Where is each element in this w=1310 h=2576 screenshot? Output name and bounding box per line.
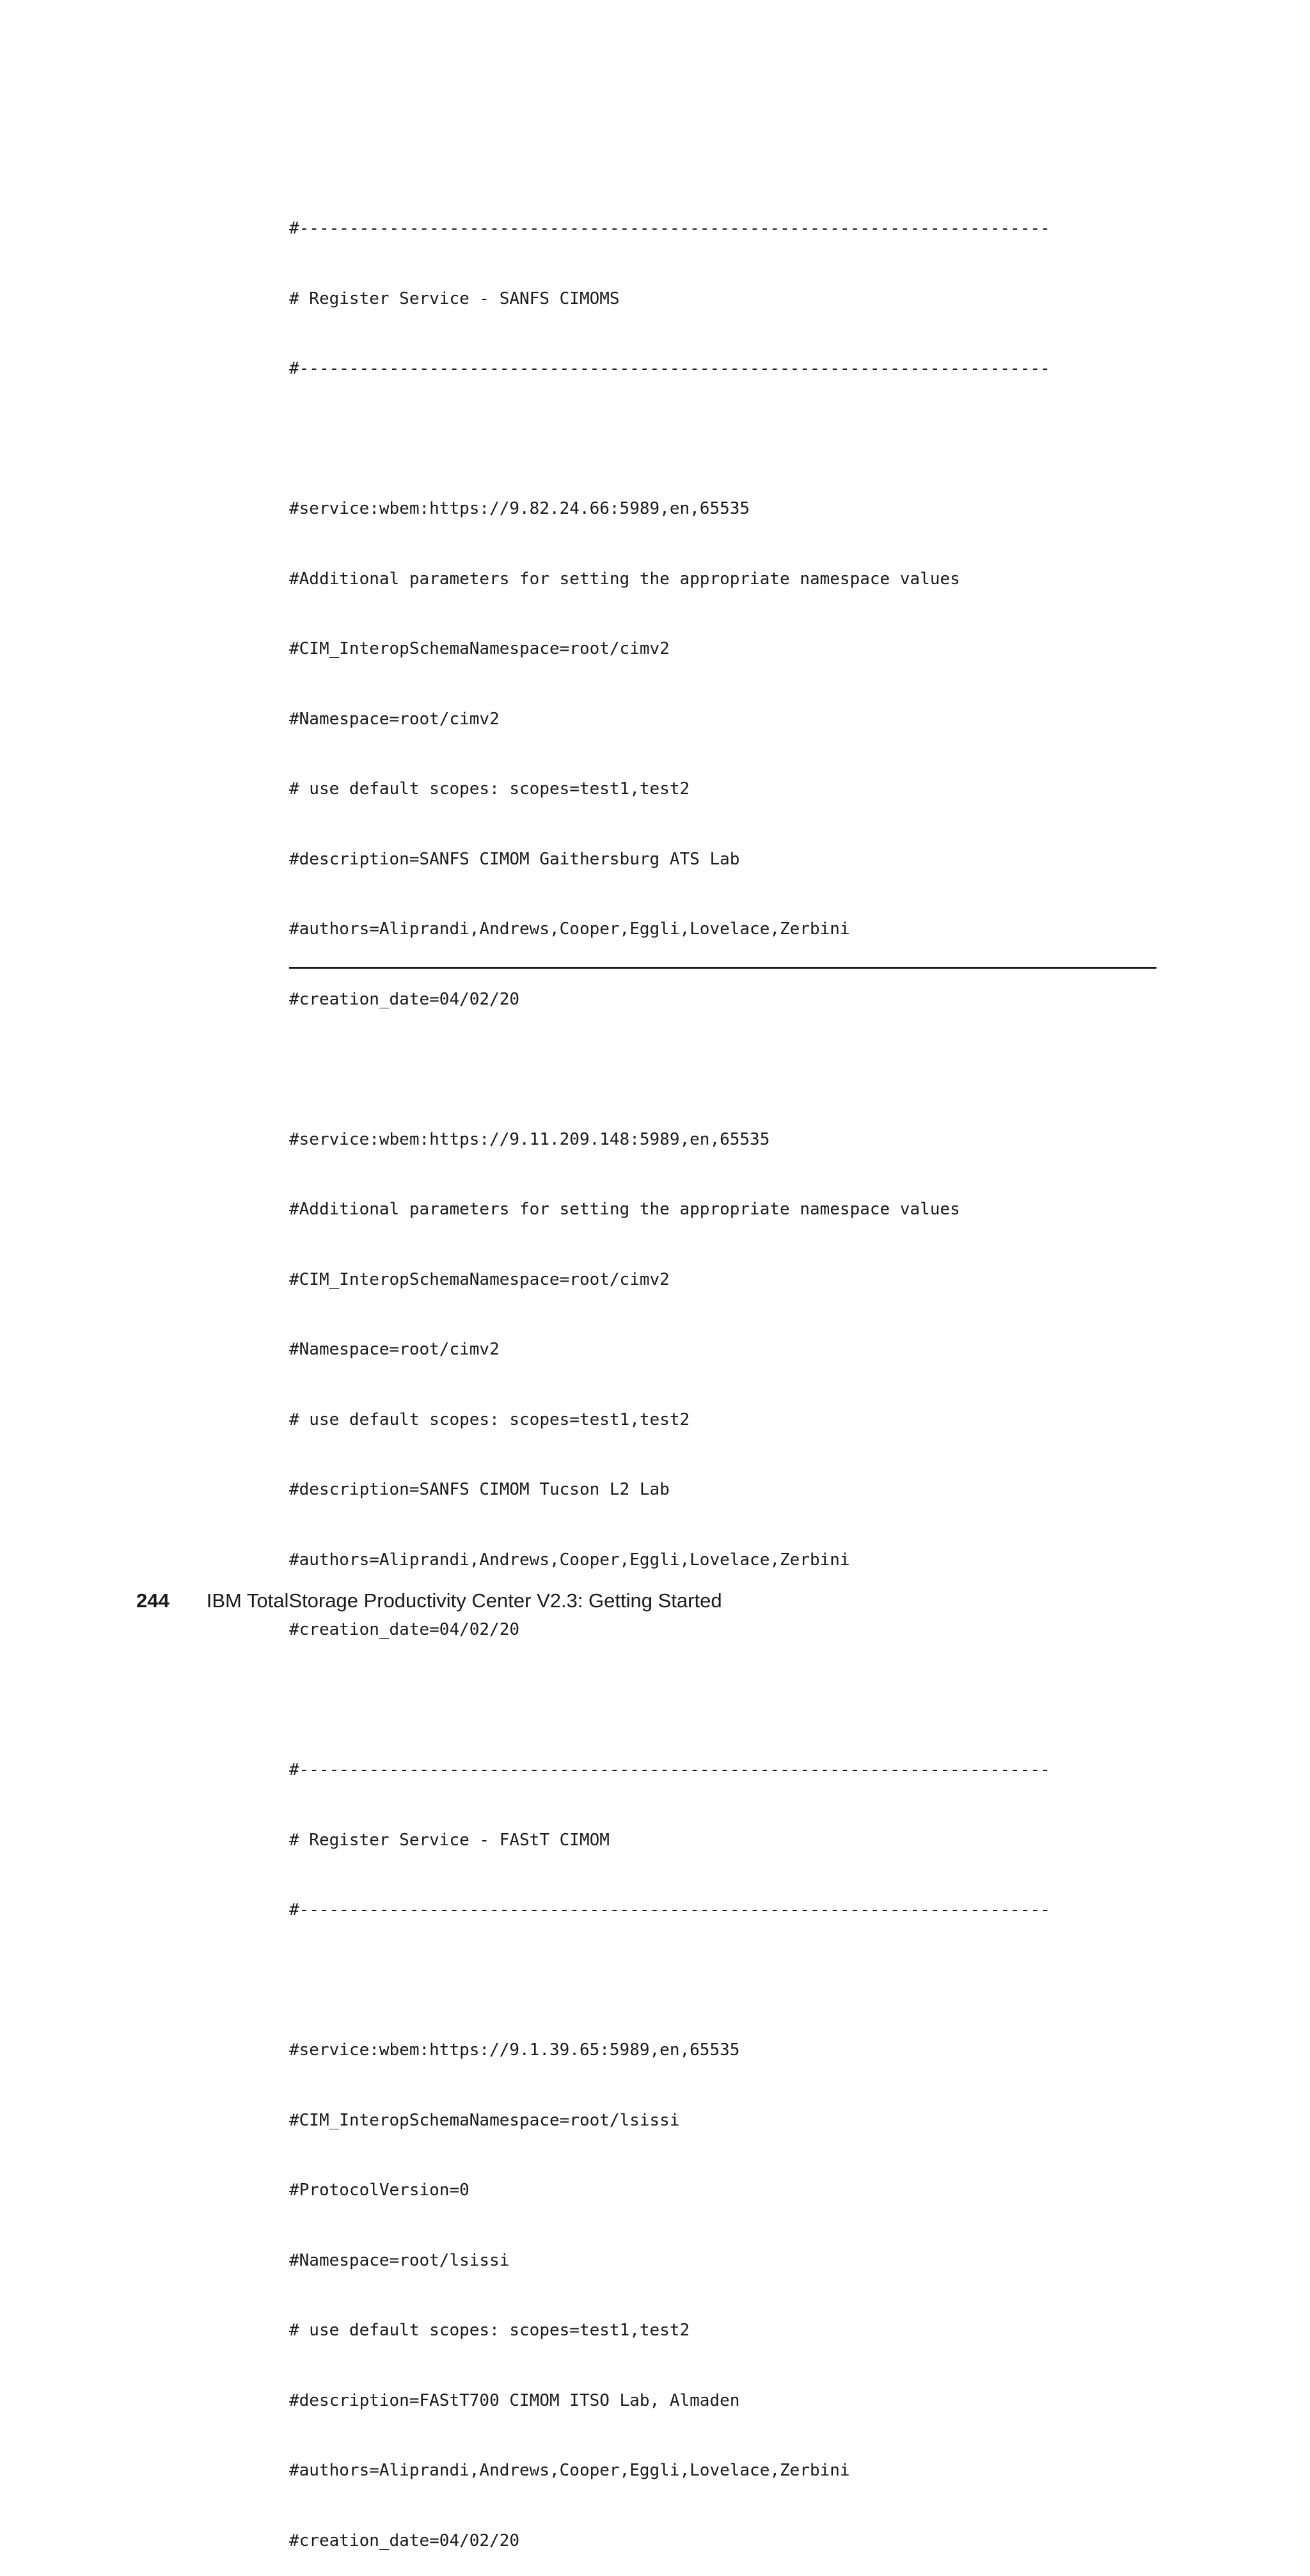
code-line: #CIM_InteropSchemaNamespace=root/cimv2 (289, 639, 670, 658)
code-line: #authors=Aliprandi,Andrews,Cooper,Eggli,Lovelace,Zerbini (289, 2461, 850, 2480)
code-listing (289, 170, 1156, 2576)
code-line (289, 1058, 1156, 1081)
code-line: # Register Service - SANFS CIMOMS (289, 289, 620, 308)
code-line: # use default scopes: scopes=test1,test2 (289, 1410, 690, 1429)
code-line: #ProtocolVersion=0 (289, 2181, 470, 2200)
code-line: #description=FAStT700 CIMOM ITSO Lab, Almaden (289, 2390, 740, 2410)
code-line (289, 1969, 1156, 1992)
code-line: #creation_date=04/02/20 (289, 1620, 520, 1639)
code-line: #Namespace=root/cimv2 (289, 709, 500, 729)
code-line: #service:wbem:https://9.1.39.65:5989,en,65535 (289, 2040, 740, 2060)
code-line: #creation_date=04/02/20 (289, 989, 520, 1009)
code-line: #CIM_InteropSchemaNamespace=root/lsissi (289, 2110, 680, 2130)
page-number: 244 (136, 1589, 170, 1612)
code-line: #authors=Aliprandi,Andrews,Cooper,Eggli,Lovelace,Zerbini (289, 1550, 850, 1570)
code-line: #--------------------------------------------------------------------------- (289, 359, 1050, 378)
code-line: #description=SANFS CIMOM Gaithersburg ATS Lab (289, 849, 740, 869)
book-title: IBM TotalStorage Productivity Center V2.3: Getting Started (206, 1589, 722, 1612)
code-line: #CIM_InteropSchemaNamespace=root/cimv2 (289, 1269, 670, 1289)
page-footer (136, 1589, 722, 1612)
code-line: #--------------------------------------------------------------------------- (289, 1900, 1050, 1920)
code-line: # use default scopes: scopes=test1,test2 (289, 779, 690, 799)
code-line: #Additional parameters for setting the appropriate namespace values (289, 569, 960, 589)
code-line: #--------------------------------------------------------------------------- (289, 1760, 1050, 1779)
code-line: #authors=Aliprandi,Andrews,Cooper,Eggli,Lovelace,Zerbini (289, 919, 850, 939)
code-line: #service:wbem:https://9.82.24.66:5989,en,65535 (289, 499, 750, 518)
code-line: #creation_date=04/02/20 (289, 2531, 520, 2550)
code-line: # Register Service - FAStT CIMOM (289, 1830, 610, 1850)
code-line: #service:wbem:https://9.11.209.148:5989,en,65535 (289, 1129, 770, 1149)
example-bottom-rule (289, 967, 1156, 969)
code-line: #description=SANFS CIMOM Tucson L2 Lab (289, 1480, 670, 1499)
code-line: #Namespace=root/lsissi (289, 2250, 510, 2270)
code-line (289, 427, 1156, 451)
code-line: #Additional parameters for setting the appropriate namespace values (289, 1200, 960, 1219)
code-line: #Namespace=root/cimv2 (289, 1340, 500, 1359)
code-line (289, 1689, 1156, 1712)
code-line: # use default scopes: scopes=test1,test2 (289, 2321, 690, 2340)
code-line: #--------------------------------------------------------------------------- (289, 219, 1050, 238)
